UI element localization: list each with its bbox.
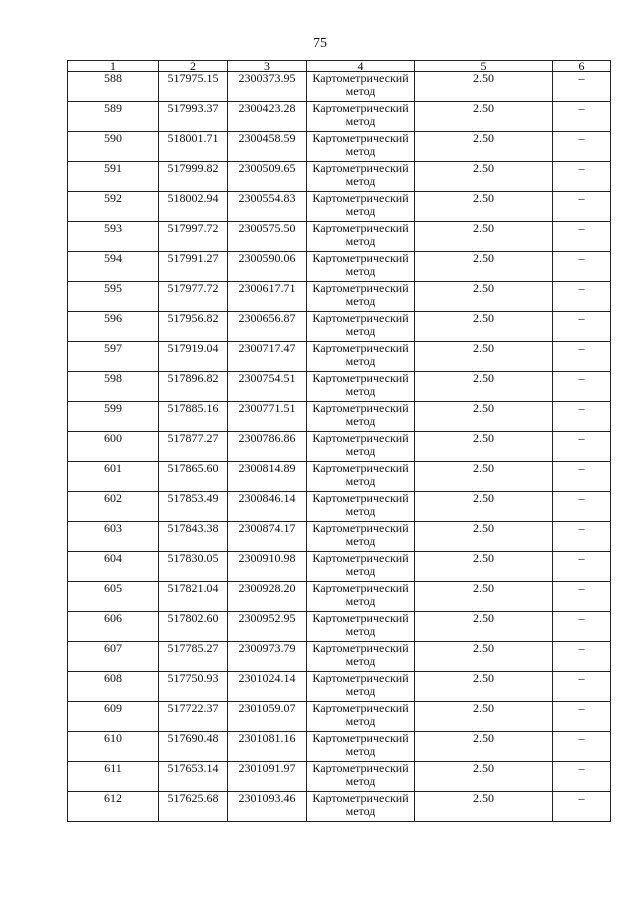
y-coordinate-cell: 2301024.14 — [228, 672, 307, 702]
accuracy-cell: 2.50 — [415, 162, 553, 192]
note-cell: – — [553, 312, 611, 342]
note-cell: – — [553, 462, 611, 492]
y-coordinate-cell: 2300973.79 — [228, 642, 307, 672]
note-cell: – — [553, 282, 611, 312]
point-number-cell: 588 — [68, 72, 159, 102]
note-cell: – — [553, 552, 611, 582]
column-header: 1 — [68, 61, 159, 72]
method-cell: Картометрический метод — [307, 132, 415, 162]
table-row — [68, 252, 611, 282]
method-cell: Картометрический метод — [307, 582, 415, 612]
method-cell: Картометрический метод — [307, 462, 415, 492]
point-number-cell: 601 — [68, 462, 159, 492]
point-number-cell: 607 — [68, 642, 159, 672]
point-number-cell: 604 — [68, 552, 159, 582]
point-number-cell: 608 — [68, 672, 159, 702]
accuracy-cell: 2.50 — [415, 792, 553, 822]
table-row — [68, 372, 611, 402]
table-row — [68, 132, 611, 162]
point-number-cell: 590 — [68, 132, 159, 162]
note-cell: – — [553, 342, 611, 372]
method-cell: Картометрический метод — [307, 432, 415, 462]
table-row — [68, 102, 611, 132]
table-row — [68, 552, 611, 582]
x-coordinate-cell: 517802.60 — [159, 612, 228, 642]
y-coordinate-cell: 2300373.95 — [228, 72, 307, 102]
accuracy-cell: 2.50 — [415, 282, 553, 312]
x-coordinate-cell: 517877.27 — [159, 432, 228, 462]
accuracy-cell: 2.50 — [415, 612, 553, 642]
accuracy-cell: 2.50 — [415, 642, 553, 672]
method-cell: Картометрический метод — [307, 522, 415, 552]
y-coordinate-cell: 2300814.89 — [228, 462, 307, 492]
coordinates-table — [67, 60, 611, 822]
note-cell: – — [553, 732, 611, 762]
x-coordinate-cell: 517977.72 — [159, 282, 228, 312]
accuracy-cell: 2.50 — [415, 402, 553, 432]
column-header: 5 — [415, 61, 553, 72]
method-cell: Картометрический метод — [307, 342, 415, 372]
y-coordinate-cell: 2300952.95 — [228, 612, 307, 642]
x-coordinate-cell: 517997.72 — [159, 222, 228, 252]
method-cell: Картометрический метод — [307, 252, 415, 282]
accuracy-cell: 2.50 — [415, 342, 553, 372]
x-coordinate-cell: 517956.82 — [159, 312, 228, 342]
accuracy-cell: 2.50 — [415, 762, 553, 792]
table-row — [68, 312, 611, 342]
note-cell: – — [553, 792, 611, 822]
table-row — [68, 672, 611, 702]
x-coordinate-cell: 517993.37 — [159, 102, 228, 132]
method-cell: Картометрический метод — [307, 672, 415, 702]
method-cell: Картометрический метод — [307, 402, 415, 432]
point-number-cell: 603 — [68, 522, 159, 552]
table-row — [68, 402, 611, 432]
column-header: 2 — [159, 61, 228, 72]
point-number-cell: 592 — [68, 192, 159, 222]
note-cell: – — [553, 762, 611, 792]
y-coordinate-cell: 2300754.51 — [228, 372, 307, 402]
note-cell: – — [553, 192, 611, 222]
x-coordinate-cell: 517785.27 — [159, 642, 228, 672]
y-coordinate-cell: 2300590.06 — [228, 252, 307, 282]
x-coordinate-cell: 517830.05 — [159, 552, 228, 582]
note-cell: – — [553, 132, 611, 162]
x-coordinate-cell: 517625.68 — [159, 792, 228, 822]
method-cell: Картометрический метод — [307, 612, 415, 642]
x-coordinate-cell: 517722.37 — [159, 702, 228, 732]
y-coordinate-cell: 2300717.47 — [228, 342, 307, 372]
accuracy-cell: 2.50 — [415, 732, 553, 762]
accuracy-cell: 2.50 — [415, 672, 553, 702]
accuracy-cell: 2.50 — [415, 132, 553, 162]
point-number-cell: 597 — [68, 342, 159, 372]
table-row — [68, 342, 611, 372]
note-cell: – — [553, 162, 611, 192]
method-cell: Картометрический метод — [307, 102, 415, 132]
note-cell: – — [553, 432, 611, 462]
note-cell: – — [553, 642, 611, 672]
y-coordinate-cell: 2300910.98 — [228, 552, 307, 582]
y-coordinate-cell: 2300656.87 — [228, 312, 307, 342]
point-number-cell: 599 — [68, 402, 159, 432]
accuracy-cell: 2.50 — [415, 432, 553, 462]
y-coordinate-cell: 2300423.28 — [228, 102, 307, 132]
x-coordinate-cell: 517653.14 — [159, 762, 228, 792]
point-number-cell: 602 — [68, 492, 159, 522]
point-number-cell: 595 — [68, 282, 159, 312]
point-number-cell: 610 — [68, 732, 159, 762]
point-number-cell: 609 — [68, 702, 159, 732]
column-header: 3 — [228, 61, 307, 72]
method-cell: Картометрический метод — [307, 762, 415, 792]
table-row — [68, 282, 611, 312]
accuracy-cell: 2.50 — [415, 222, 553, 252]
x-coordinate-cell: 517690.48 — [159, 732, 228, 762]
method-cell: Картометрический метод — [307, 72, 415, 102]
accuracy-cell: 2.50 — [415, 72, 553, 102]
note-cell: – — [553, 252, 611, 282]
method-cell: Картометрический метод — [307, 282, 415, 312]
y-coordinate-cell: 2300617.71 — [228, 282, 307, 312]
note-cell: – — [553, 402, 611, 432]
point-number-cell: 600 — [68, 432, 159, 462]
x-coordinate-cell: 517865.60 — [159, 462, 228, 492]
x-coordinate-cell: 517843.38 — [159, 522, 228, 552]
method-cell: Картометрический метод — [307, 732, 415, 762]
point-number-cell: 605 — [68, 582, 159, 612]
note-cell: – — [553, 702, 611, 732]
note-cell: – — [553, 612, 611, 642]
y-coordinate-cell: 2300771.51 — [228, 402, 307, 432]
x-coordinate-cell: 517821.04 — [159, 582, 228, 612]
method-cell: Картометрический метод — [307, 312, 415, 342]
accuracy-cell: 2.50 — [415, 102, 553, 132]
x-coordinate-cell: 517750.93 — [159, 672, 228, 702]
method-cell: Картометрический метод — [307, 492, 415, 522]
y-coordinate-cell: 2301091.97 — [228, 762, 307, 792]
y-coordinate-cell: 2301081.16 — [228, 732, 307, 762]
method-cell: Картометрический метод — [307, 372, 415, 402]
table-header-row — [68, 61, 611, 72]
x-coordinate-cell: 518001.71 — [159, 132, 228, 162]
x-coordinate-cell: 518002.94 — [159, 192, 228, 222]
y-coordinate-cell: 2301093.46 — [228, 792, 307, 822]
point-number-cell: 593 — [68, 222, 159, 252]
table-row — [68, 72, 611, 102]
x-coordinate-cell: 517919.04 — [159, 342, 228, 372]
table-row — [68, 192, 611, 222]
accuracy-cell: 2.50 — [415, 522, 553, 552]
x-coordinate-cell: 517991.27 — [159, 252, 228, 282]
x-coordinate-cell: 517999.82 — [159, 162, 228, 192]
accuracy-cell: 2.50 — [415, 252, 553, 282]
table-row — [68, 642, 611, 672]
note-cell: – — [553, 222, 611, 252]
point-number-cell: 594 — [68, 252, 159, 282]
x-coordinate-cell: 517896.82 — [159, 372, 228, 402]
table-row — [68, 462, 611, 492]
note-cell: – — [553, 582, 611, 612]
method-cell: Картометрический метод — [307, 702, 415, 732]
x-coordinate-cell: 517975.15 — [159, 72, 228, 102]
point-number-cell: 606 — [68, 612, 159, 642]
page-number: 75 — [313, 36, 327, 51]
accuracy-cell: 2.50 — [415, 552, 553, 582]
x-coordinate-cell: 517853.49 — [159, 492, 228, 522]
y-coordinate-cell: 2301059.07 — [228, 702, 307, 732]
note-cell: – — [553, 372, 611, 402]
accuracy-cell: 2.50 — [415, 702, 553, 732]
table-row — [68, 732, 611, 762]
y-coordinate-cell: 2300575.50 — [228, 222, 307, 252]
table-row — [68, 162, 611, 192]
note-cell: – — [553, 492, 611, 522]
accuracy-cell: 2.50 — [415, 312, 553, 342]
method-cell: Картометрический метод — [307, 162, 415, 192]
accuracy-cell: 2.50 — [415, 492, 553, 522]
x-coordinate-cell: 517885.16 — [159, 402, 228, 432]
note-cell: – — [553, 72, 611, 102]
point-number-cell: 598 — [68, 372, 159, 402]
column-header: 6 — [553, 61, 611, 72]
table-row — [68, 792, 611, 822]
accuracy-cell: 2.50 — [415, 372, 553, 402]
table-row — [68, 522, 611, 552]
point-number-cell: 612 — [68, 792, 159, 822]
y-coordinate-cell: 2300786.86 — [228, 432, 307, 462]
y-coordinate-cell: 2300509.65 — [228, 162, 307, 192]
table-row — [68, 702, 611, 732]
method-cell: Картометрический метод — [307, 642, 415, 672]
note-cell: – — [553, 522, 611, 552]
y-coordinate-cell: 2300928.20 — [228, 582, 307, 612]
y-coordinate-cell: 2300846.14 — [228, 492, 307, 522]
point-number-cell: 589 — [68, 102, 159, 132]
note-cell: – — [553, 672, 611, 702]
table-row — [68, 582, 611, 612]
y-coordinate-cell: 2300874.17 — [228, 522, 307, 552]
table-row — [68, 762, 611, 792]
table-row — [68, 432, 611, 462]
point-number-cell: 591 — [68, 162, 159, 192]
point-number-cell: 596 — [68, 312, 159, 342]
method-cell: Картометрический метод — [307, 222, 415, 252]
point-number-cell: 611 — [68, 762, 159, 792]
method-cell: Картометрический метод — [307, 792, 415, 822]
accuracy-cell: 2.50 — [415, 582, 553, 612]
table-row — [68, 492, 611, 522]
accuracy-cell: 2.50 — [415, 192, 553, 222]
table-row — [68, 222, 611, 252]
accuracy-cell: 2.50 — [415, 462, 553, 492]
method-cell: Картометрический метод — [307, 552, 415, 582]
method-cell: Картометрический метод — [307, 192, 415, 222]
y-coordinate-cell: 2300554.83 — [228, 192, 307, 222]
y-coordinate-cell: 2300458.59 — [228, 132, 307, 162]
column-header: 4 — [307, 61, 415, 72]
note-cell: – — [553, 102, 611, 132]
table-row — [68, 612, 611, 642]
